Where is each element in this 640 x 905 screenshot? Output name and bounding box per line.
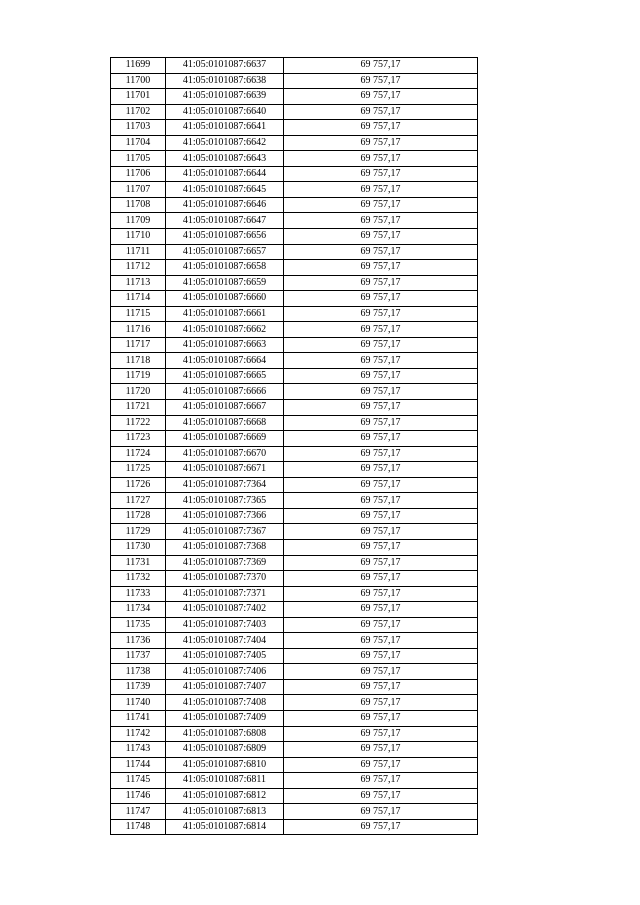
value-cell: 69 757,17 [284,337,478,353]
value-cell: 69 757,17 [284,73,478,89]
table-row [111,446,478,462]
value-cell: 69 757,17 [284,524,478,540]
table-row [111,166,478,182]
value-cell: 69 757,17 [284,508,478,524]
cadastral-number-cell: 41:05:0101087:6662 [166,322,284,338]
value-cell: 69 757,17 [284,648,478,664]
table-row [111,586,478,602]
value-cell: 69 757,17 [284,229,478,245]
value-cell: 69 757,17 [284,679,478,695]
table-row [111,539,478,555]
row-number-cell: 11718 [111,353,166,369]
value-cell: 69 757,17 [284,291,478,307]
cadastral-number-cell: 41:05:0101087:7364 [166,477,284,493]
cadastral-number-cell: 41:05:0101087:7407 [166,679,284,695]
value-cell: 69 757,17 [284,477,478,493]
table-row [111,229,478,245]
table-row [111,368,478,384]
cadastral-number-cell: 41:05:0101087:6646 [166,197,284,213]
row-number-cell: 11720 [111,384,166,400]
value-cell: 69 757,17 [284,275,478,291]
table-row [111,804,478,820]
cadastral-number-cell: 41:05:0101087:6657 [166,244,284,260]
row-number-cell: 11721 [111,400,166,416]
value-cell: 69 757,17 [284,244,478,260]
row-number-cell: 11747 [111,804,166,820]
table-row [111,322,478,338]
value-cell: 69 757,17 [284,804,478,820]
cadastral-number-cell: 41:05:0101087:6808 [166,726,284,742]
cadastral-number-cell: 41:05:0101087:6656 [166,229,284,245]
table-row [111,555,478,571]
cadastral-number-cell: 41:05:0101087:6665 [166,368,284,384]
row-number-cell: 11724 [111,446,166,462]
cadastral-number-cell: 41:05:0101087:7366 [166,508,284,524]
row-number-cell: 11706 [111,166,166,182]
value-cell: 69 757,17 [284,446,478,462]
cadastral-number-cell: 41:05:0101087:6641 [166,120,284,136]
cadastral-number-cell: 41:05:0101087:7371 [166,586,284,602]
cadastral-number-cell: 41:05:0101087:6666 [166,384,284,400]
cadastral-number-cell: 41:05:0101087:6658 [166,260,284,276]
table-row [111,120,478,136]
row-number-cell: 11740 [111,695,166,711]
cadastral-number-cell: 41:05:0101087:6642 [166,135,284,151]
cadastral-number-cell: 41:05:0101087:6645 [166,182,284,198]
value-cell: 69 757,17 [284,166,478,182]
row-number-cell: 11702 [111,104,166,120]
row-number-cell: 11715 [111,306,166,322]
row-number-cell: 11737 [111,648,166,664]
cadastral-number-cell: 41:05:0101087:6660 [166,291,284,307]
value-cell: 69 757,17 [284,726,478,742]
table-row [111,648,478,664]
cadastral-number-cell: 41:05:0101087:7402 [166,602,284,618]
value-cell: 69 757,17 [284,322,478,338]
cadastral-number-cell: 41:05:0101087:6647 [166,213,284,229]
value-cell: 69 757,17 [284,586,478,602]
row-number-cell: 11707 [111,182,166,198]
table-row [111,73,478,89]
row-number-cell: 11741 [111,710,166,726]
table-row [111,664,478,680]
table-row [111,260,478,276]
value-cell: 69 757,17 [284,695,478,711]
row-number-cell: 11736 [111,633,166,649]
value-cell: 69 757,17 [284,353,478,369]
cadastral-number-cell: 41:05:0101087:6667 [166,400,284,416]
cadastral-number-cell: 41:05:0101087:6664 [166,353,284,369]
value-cell: 69 757,17 [284,182,478,198]
table-row [111,508,478,524]
value-cell: 69 757,17 [284,710,478,726]
row-number-cell: 11725 [111,462,166,478]
table-row [111,742,478,758]
table-row [111,524,478,540]
value-cell: 69 757,17 [284,742,478,758]
table-row [111,695,478,711]
value-cell: 69 757,17 [284,773,478,789]
table-row [111,306,478,322]
table-row [111,182,478,198]
row-number-cell: 11739 [111,679,166,695]
row-number-cell: 11726 [111,477,166,493]
table-row [111,337,478,353]
row-number-cell: 11710 [111,229,166,245]
row-number-cell: 11730 [111,539,166,555]
value-cell: 69 757,17 [284,415,478,431]
value-cell: 69 757,17 [284,213,478,229]
row-number-cell: 11735 [111,617,166,633]
row-number-cell: 11729 [111,524,166,540]
table-row [111,275,478,291]
table-row [111,726,478,742]
cadastral-number-cell: 41:05:0101087:7408 [166,695,284,711]
value-cell: 69 757,17 [284,89,478,105]
value-cell: 69 757,17 [284,120,478,136]
row-number-cell: 11719 [111,368,166,384]
table-row [111,431,478,447]
table-row [111,757,478,773]
row-number-cell: 11727 [111,493,166,509]
cadastral-number-cell: 41:05:0101087:6637 [166,58,284,74]
table-body [111,58,478,835]
value-cell: 69 757,17 [284,819,478,835]
table-row [111,353,478,369]
table-row [111,462,478,478]
cadastral-number-cell: 41:05:0101087:7367 [166,524,284,540]
cadastral-number-cell: 41:05:0101087:7409 [166,710,284,726]
row-number-cell: 11734 [111,602,166,618]
cadastral-number-cell: 41:05:0101087:7405 [166,648,284,664]
value-cell: 69 757,17 [284,493,478,509]
row-number-cell: 11708 [111,197,166,213]
value-cell: 69 757,17 [284,151,478,167]
cadastral-number-cell: 41:05:0101087:6812 [166,788,284,804]
value-cell: 69 757,17 [284,602,478,618]
table-row [111,617,478,633]
table-row [111,104,478,120]
cadastral-number-cell: 41:05:0101087:6810 [166,757,284,773]
table-row [111,58,478,74]
cadastral-number-cell: 41:05:0101087:6659 [166,275,284,291]
cadastral-number-cell: 41:05:0101087:6669 [166,431,284,447]
cadastral-number-cell: 41:05:0101087:6670 [166,446,284,462]
row-number-cell: 11705 [111,151,166,167]
cadastral-number-cell: 41:05:0101087:7403 [166,617,284,633]
cadastre-table [110,57,478,835]
row-number-cell: 11700 [111,73,166,89]
table-row [111,151,478,167]
value-cell: 69 757,17 [284,757,478,773]
table-row [111,197,478,213]
table-row [111,493,478,509]
row-number-cell: 11743 [111,742,166,758]
row-number-cell: 11733 [111,586,166,602]
row-number-cell: 11728 [111,508,166,524]
cadastral-number-cell: 41:05:0101087:7365 [166,493,284,509]
row-number-cell: 11709 [111,213,166,229]
cadastral-number-cell: 41:05:0101087:6811 [166,773,284,789]
table-row [111,291,478,307]
value-cell: 69 757,17 [284,555,478,571]
table-row [111,710,478,726]
value-cell: 69 757,17 [284,306,478,322]
value-cell: 69 757,17 [284,571,478,587]
value-cell: 69 757,17 [284,462,478,478]
value-cell: 69 757,17 [284,617,478,633]
cadastral-number-cell: 41:05:0101087:7368 [166,539,284,555]
table-row [111,135,478,151]
row-number-cell: 11746 [111,788,166,804]
cadastral-number-cell: 41:05:0101087:7370 [166,571,284,587]
table-row [111,400,478,416]
table-row [111,819,478,835]
table-row [111,679,478,695]
cadastral-number-cell: 41:05:0101087:7369 [166,555,284,571]
cadastral-number-cell: 41:05:0101087:6661 [166,306,284,322]
cadastral-number-cell: 41:05:0101087:6640 [166,104,284,120]
row-number-cell: 11742 [111,726,166,742]
value-cell: 69 757,17 [284,633,478,649]
value-cell: 69 757,17 [284,664,478,680]
value-cell: 69 757,17 [284,135,478,151]
cadastral-number-cell: 41:05:0101087:6809 [166,742,284,758]
row-number-cell: 11744 [111,757,166,773]
cadastral-number-cell: 41:05:0101087:6643 [166,151,284,167]
row-number-cell: 11713 [111,275,166,291]
value-cell: 69 757,17 [284,197,478,213]
value-cell: 69 757,17 [284,539,478,555]
row-number-cell: 11711 [111,244,166,260]
row-number-cell: 11732 [111,571,166,587]
row-number-cell: 11714 [111,291,166,307]
row-number-cell: 11712 [111,260,166,276]
cadastral-number-cell: 41:05:0101087:6814 [166,819,284,835]
value-cell: 69 757,17 [284,104,478,120]
cadastral-number-cell: 41:05:0101087:6663 [166,337,284,353]
row-number-cell: 11722 [111,415,166,431]
table-row [111,633,478,649]
table-row [111,788,478,804]
row-number-cell: 11703 [111,120,166,136]
table-row [111,213,478,229]
cadastral-number-cell: 41:05:0101087:6639 [166,89,284,105]
value-cell: 69 757,17 [284,260,478,276]
value-cell: 69 757,17 [284,58,478,74]
table-row [111,477,478,493]
table-row [111,244,478,260]
row-number-cell: 11704 [111,135,166,151]
row-number-cell: 11716 [111,322,166,338]
cadastral-number-cell: 41:05:0101087:6638 [166,73,284,89]
cadastral-number-cell: 41:05:0101087:6671 [166,462,284,478]
row-number-cell: 11701 [111,89,166,105]
row-number-cell: 11731 [111,555,166,571]
cadastral-number-cell: 41:05:0101087:6644 [166,166,284,182]
table-row [111,384,478,400]
cadastral-number-cell: 41:05:0101087:6668 [166,415,284,431]
value-cell: 69 757,17 [284,384,478,400]
value-cell: 69 757,17 [284,431,478,447]
value-cell: 69 757,17 [284,400,478,416]
value-cell: 69 757,17 [284,788,478,804]
table-row [111,89,478,105]
value-cell: 69 757,17 [284,368,478,384]
table-row [111,773,478,789]
table-row [111,571,478,587]
row-number-cell: 11748 [111,819,166,835]
row-number-cell: 11745 [111,773,166,789]
cadastral-number-cell: 41:05:0101087:6813 [166,804,284,820]
row-number-cell: 11717 [111,337,166,353]
row-number-cell: 11699 [111,58,166,74]
cadastral-number-cell: 41:05:0101087:7404 [166,633,284,649]
row-number-cell: 11723 [111,431,166,447]
row-number-cell: 11738 [111,664,166,680]
table-row [111,602,478,618]
cadastral-number-cell: 41:05:0101087:7406 [166,664,284,680]
table-row [111,415,478,431]
